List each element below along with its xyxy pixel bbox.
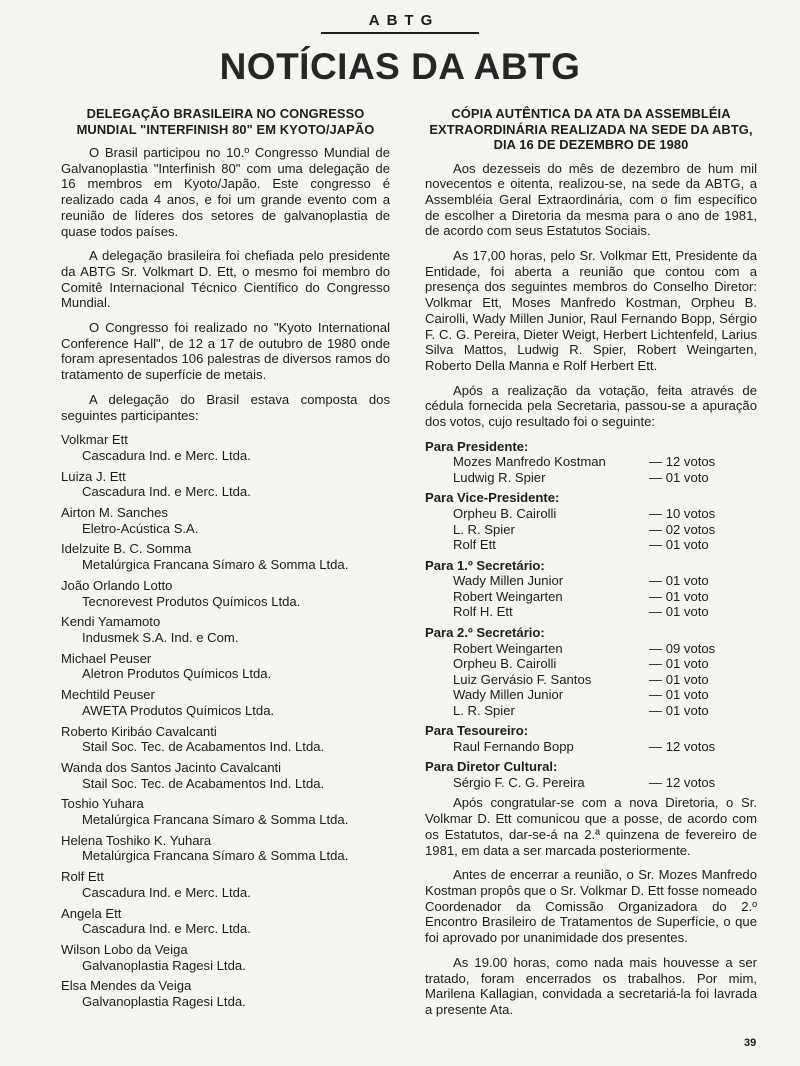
vote-count: — 01 voto: [649, 537, 709, 553]
vote-group: [425, 723, 757, 754]
office-title: Para Presidente:: [425, 438, 529, 454]
section-label: ABTG: [321, 12, 480, 34]
participant-company: Metalúrgica Francana Símaro & Somma Ltda.: [82, 812, 349, 828]
left-article-headline: DELEGAÇÃO BRASILEIRA NO CONGRESSO MUNDIAL "INTERFINISH 80" EM KYOTO/JAPÃO: [76, 106, 375, 137]
right-paragraph: Após a realização da votação, feita através de cédula fornecida pela Secretaria, passou-se a apuração dos votos, cujo resultado foi o seguinte:: [425, 382, 757, 430]
participant-entry: [61, 651, 390, 682]
vote-row: [425, 522, 757, 538]
left-article: [61, 106, 390, 1015]
vote-count: — 01 voto: [649, 604, 709, 620]
vote-row: [425, 775, 757, 791]
vote-count: — 01 voto: [649, 573, 709, 589]
right-paragraph: As 19.00 horas, como nada mais houvesse a ser tratado, foram encerrados os trabalhos. Por mim, Marilena Kallagian, convidada a secretariá-la foi lavrada a presente Ata.: [425, 954, 757, 1017]
candidate-name: Raul Fernando Bopp: [453, 738, 574, 754]
participant-company: Aletron Produtos Químicos Ltda.: [82, 666, 272, 682]
participant-entry: [61, 869, 390, 900]
vote-row: [425, 641, 757, 657]
participant-company: Metalúrgica Francana Símaro & Somma Ltda.: [82, 557, 349, 573]
participant-entry: [61, 469, 390, 500]
vote-count: — 01 voto: [649, 656, 709, 672]
vote-count: — 12 votos: [649, 454, 716, 470]
left-paragraph: O Brasil participou no 10.º Congresso Mundial de Galvanoplastia "Interfinish 80" com uma delegação de 16 membros em Kyoto/Japão. Este congresso é realizado cada 4 anos, e foi um grande evento com a reunião de líderes dos setores de galvanoplastia de quase todos países.: [61, 145, 390, 239]
vote-row: [425, 672, 757, 688]
vote-results: [425, 439, 757, 791]
vote-row: [425, 604, 757, 620]
vote-count: — 09 votos: [649, 640, 716, 656]
office-title: Para Vice-Presidente:: [425, 490, 560, 506]
participant-name: Volkmar Ett: [61, 432, 128, 448]
vote-row: [425, 739, 757, 755]
candidate-name: Robert Weingarten: [453, 588, 563, 604]
right-article-headline: CÓPIA AUTÊNTICA DA ATA DA ASSEMBLÉIA EXTRAORDINÁRIA REALIZADA NA SEDE DA ABTG, DIA 16 DE DEZEMBRO DE 1980: [429, 106, 753, 152]
vote-count: — 01 voto: [649, 671, 709, 687]
right-paragraph: As 17,00 horas, pelo Sr. Volkmar Ett, Presidente da Entidade, foi aberta a reunião que contou com a presença dos seguintes membros do Conselho Diretor: Volkmar Ett, Moses Manfredo Kostman, Orpheu B. Cairolli, Wady Millen Junior, Raul Fernando Bopp, Sérgio F. C. G. Pereira, Dieter Weigt, Herbert Lichtenfeld, Larius Silva Mattos, Ludwig R. Spier, Robert Weingarten, Roberto Della Manna e Rolf Herbert Ett.: [425, 248, 757, 373]
vote-group: [425, 490, 757, 552]
participant-name: Helena Toshiko K. Yuhara: [61, 832, 212, 848]
participant-list: [61, 432, 390, 1010]
vote-count: — 02 votos: [649, 521, 716, 537]
participant-company: Eletro-Acústica S.A.: [82, 520, 199, 536]
candidate-name: Rolf Ett: [453, 537, 496, 553]
candidate-name: L. R. Spier: [453, 702, 515, 718]
participant-company: Tecnorevest Produtos Químicos Ltda.: [82, 593, 301, 609]
office-title: Para 2.º Secretário:: [425, 624, 545, 640]
participant-entry: [61, 724, 390, 755]
participant-name: Airton M. Sanches: [61, 505, 168, 521]
masthead: [0, 12, 800, 34]
participant-name: Wanda dos Santos Jacinto Cavalcanti: [61, 759, 282, 775]
candidate-name: Wady Millen Junior: [453, 573, 564, 589]
participant-company: Galvanoplastia Ragesi Ltda.: [82, 957, 246, 973]
vote-count: — 01 voto: [649, 588, 709, 604]
candidate-name: Rolf H. Ett: [453, 604, 513, 620]
vote-row: [425, 537, 757, 553]
right-paragraph: Após congratular-se com a nova Diretoria, o Sr. Volkmar D. Ett comunicou que a posse, de acordo com os Estatutos, dar-se-á na 2.ª quinzena de fevereiro de 1981, em data a ser marcada posteriormente.: [425, 795, 757, 858]
vote-row: [425, 506, 757, 522]
candidate-name: Sérgio F. C. G. Pereira: [453, 774, 585, 790]
office-title: Para 1.º Secretário:: [425, 557, 545, 573]
vote-group: [425, 625, 757, 718]
candidate-name: Robert Weingarten: [453, 640, 563, 656]
candidate-name: Orpheu B. Cairolli: [453, 656, 557, 672]
vote-group: [425, 759, 757, 790]
vote-row: [425, 454, 757, 470]
participant-name: Michael Peuser: [61, 650, 152, 666]
vote-row: [425, 687, 757, 703]
candidate-name: Mozes Manfredo Kostman: [453, 454, 606, 470]
participant-entry: [61, 760, 390, 791]
participant-name: Kendi Yamamoto: [61, 614, 161, 630]
right-article: [425, 106, 757, 1027]
participant-entry: [61, 796, 390, 827]
vote-row: [425, 589, 757, 605]
participant-entry: [61, 505, 390, 536]
participant-entry: [61, 978, 390, 1009]
right-paragraph: Antes de encerrar a reunião, o Sr. Mozes Manfredo Kostman propôs que o Sr. Volkmar D. Ett fosse nomeado Coordenador da Comissão Organizadora do 2.º Encontro Brasileiro de Tratamentos de Superfície, o que foi aprovado por unanimidade dos presentes.: [425, 867, 757, 946]
participant-entry: [61, 942, 390, 973]
participant-company: Indusmek S.A. Ind. e Com.: [82, 629, 239, 645]
left-paragraph: A delegação do Brasil estava composta dos seguintes participantes:: [61, 391, 390, 423]
participant-name: Idelzuite B. C. Somma: [61, 541, 192, 557]
participant-name: Elsa Mendes da Veiga: [61, 978, 192, 994]
page-number: 39: [744, 1037, 757, 1049]
participant-entry: [61, 687, 390, 718]
left-paragraph: A delegação brasileira foi chefiada pelo presidente da ABTG Sr. Volkmart D. Ett, o mesmo foi membro do Comitê Internacional Técnico Científico do Congresso Mundial.: [61, 248, 390, 311]
candidate-name: L. R. Spier: [453, 521, 515, 537]
participant-entry: [61, 541, 390, 572]
candidate-name: Ludwig R. Spier: [453, 469, 546, 485]
participant-entry: [61, 578, 390, 609]
vote-group: [425, 439, 757, 486]
vote-count: — 10 votos: [649, 506, 716, 522]
vote-count: — 12 votos: [649, 738, 716, 754]
participant-company: Stail Soc. Tec. de Acabamentos Ind. Ltda.: [82, 739, 325, 755]
participant-entry: [61, 906, 390, 937]
participant-name: Luiza J. Ett: [61, 468, 126, 484]
participant-company: Stail Soc. Tec. de Acabamentos Ind. Ltda.: [82, 775, 325, 791]
participant-company: Galvanoplastia Ragesi Ltda.: [82, 994, 246, 1010]
vote-row: [425, 573, 757, 589]
participant-name: Wilson Lobo da Veiga: [61, 941, 188, 957]
participant-company: AWETA Produtos Químicos Ltda.: [82, 702, 275, 718]
participant-name: Rolf Ett: [61, 869, 104, 885]
participant-name: Toshio Yuhara: [61, 796, 144, 812]
vote-row: [425, 470, 757, 486]
participant-entry: [61, 614, 390, 645]
vote-count: — 01 voto: [649, 687, 709, 703]
participant-company: Cascadura Ind. e Merc. Ltda.: [82, 884, 251, 900]
office-title: Para Diretor Cultural:: [425, 759, 558, 775]
vote-row: [425, 656, 757, 672]
participant-entry: [61, 833, 390, 864]
candidate-name: Orpheu B. Cairolli: [453, 506, 557, 522]
participant-name: João Orlando Lotto: [61, 577, 173, 593]
vote-count: — 01 voto: [649, 702, 709, 718]
vote-group: [425, 558, 757, 620]
vote-row: [425, 703, 757, 719]
vote-count: — 12 votos: [649, 774, 716, 790]
participant-company: Cascadura Ind. e Merc. Ltda.: [82, 921, 251, 937]
participant-name: Roberto Kiribáo Cavalcanti: [61, 723, 217, 739]
vote-count: — 01 voto: [649, 469, 709, 485]
participant-company: Metalúrgica Francana Símaro & Somma Ltda.: [82, 848, 349, 864]
right-paragraph: Aos dezesseis do mês de dezembro de hum mil novecentos e oitenta, realizou-se, na sede da ABTG, a Assembléia Geral Extraordinária, com o fim específico de escolher a Diretoria da mesma para o ano de 1981, de acordo com seus Estatutos Sociais.: [425, 160, 757, 239]
participant-company: Cascadura Ind. e Merc. Ltda.: [82, 484, 251, 500]
participant-name: Angela Ett: [61, 905, 122, 921]
candidate-name: Luiz Gervásio F. Santos: [453, 671, 592, 687]
left-paragraph: O Congresso foi realizado no "Kyoto International Conference Hall", de 12 a 17 de outubro de 1980 onde foram apresentados 106 palestras de diversos ramos do tratamento de superfície de metais.: [61, 320, 390, 383]
candidate-name: Wady Millen Junior: [453, 687, 564, 703]
participant-company: Cascadura Ind. e Merc. Ltda.: [82, 447, 251, 463]
participant-name: Mechtild Peuser: [61, 687, 155, 703]
office-title: Para Tesoureiro:: [425, 723, 529, 739]
participant-entry: [61, 432, 390, 463]
page-title: NOTÍCIAS DA ABTG: [219, 46, 581, 87]
